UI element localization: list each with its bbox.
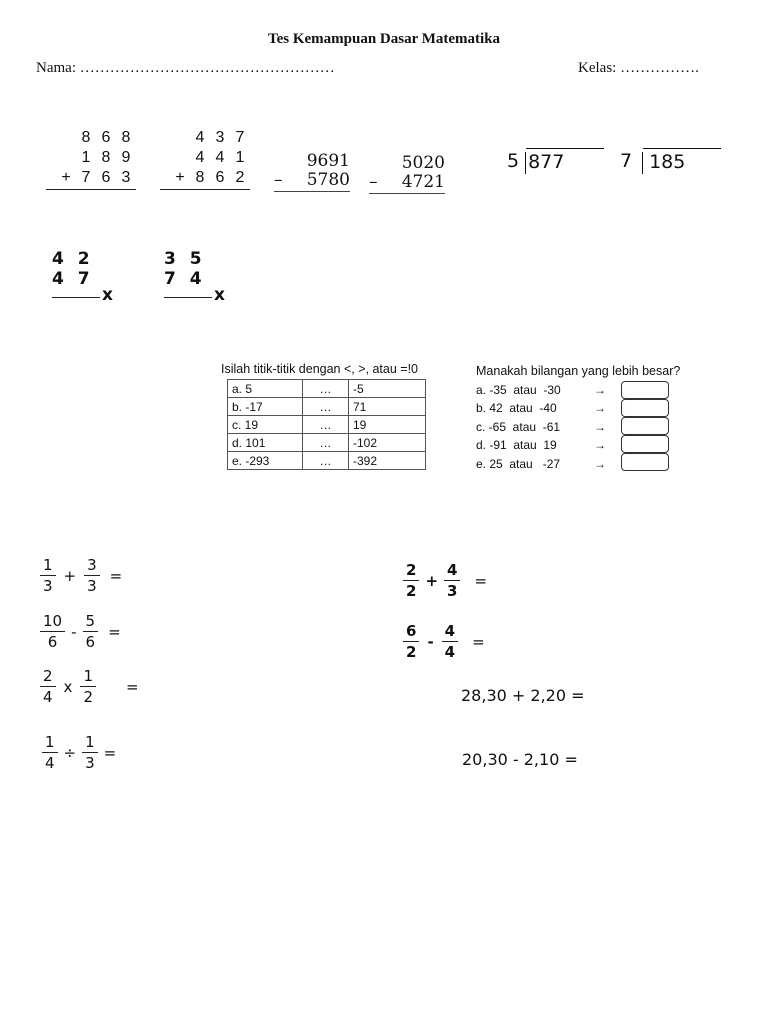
bigger-number-list <box>476 381 614 473</box>
digit: 7 <box>81 169 91 186</box>
digit: 8 <box>121 129 131 146</box>
digit: 9 <box>121 149 131 166</box>
comparison-blank[interactable]: … <box>303 434 349 452</box>
denominator: 2 <box>83 688 93 706</box>
left-value: c. 19 <box>228 416 303 434</box>
numerator: 2 <box>43 667 53 685</box>
denominator: 4 <box>444 643 456 661</box>
fraction-problem-2 <box>40 612 121 651</box>
digit: 2 <box>235 169 245 186</box>
fraction <box>40 612 65 651</box>
denominator: 6 <box>85 633 96 651</box>
minus-operator: - <box>427 632 434 651</box>
bigger-number-question: Manakah bilangan yang lebih besar? <box>476 364 681 378</box>
fraction <box>42 733 58 772</box>
answer-box[interactable] <box>621 417 669 435</box>
minuend: 5020 <box>401 153 445 173</box>
fraction-problem-5 <box>403 561 487 600</box>
arrow-right-icon: → <box>594 456 606 471</box>
right-value: 71 <box>349 398 426 416</box>
equals-sign: = <box>103 743 117 762</box>
fraction-problem-6 <box>403 622 485 661</box>
divisor: 7 <box>620 150 633 172</box>
arrow-right-icon: → <box>594 419 606 434</box>
question-label: a. -35 atau -30 <box>476 383 561 397</box>
arrow-right-icon: → <box>594 438 606 453</box>
numerator: 3 <box>87 556 97 574</box>
digit: 3 <box>215 129 225 146</box>
subtrahend: 5780 <box>306 170 350 190</box>
right-value: -102 <box>349 434 426 452</box>
digit: 1 <box>235 149 245 166</box>
difference-line <box>369 193 445 194</box>
sum-line <box>46 189 136 190</box>
left-value: a. 5 <box>228 380 303 398</box>
fraction <box>442 622 458 661</box>
fraction-bar <box>403 580 419 581</box>
long-division-problem-1 <box>507 150 604 174</box>
subtraction-problem-1 <box>274 152 350 192</box>
fraction <box>80 667 96 706</box>
addition-problem-1 <box>46 128 136 190</box>
fraction-problem-1 <box>40 556 122 595</box>
minuend: 9691 <box>306 151 350 171</box>
subtraction-problem-2 <box>369 154 445 194</box>
table-row <box>228 452 426 470</box>
fraction-bar <box>403 641 419 642</box>
fraction-bar <box>80 686 96 687</box>
list-item <box>476 399 614 417</box>
question-label: c. -65 atau -61 <box>476 419 561 434</box>
fraction-bar <box>84 575 100 576</box>
digit: 4 <box>195 129 205 146</box>
fraction <box>84 556 100 595</box>
fraction <box>403 561 419 600</box>
dividend: 185 <box>643 148 721 173</box>
minus-operator: – <box>369 172 378 192</box>
digit: 4 <box>195 149 205 166</box>
comparison-blank[interactable]: … <box>303 398 349 416</box>
digit: 8 <box>195 169 205 186</box>
equals-sign: = <box>108 622 121 641</box>
multiplier: 4 7 <box>52 269 94 289</box>
question-label: d. -91 atau 19 <box>476 438 557 453</box>
decimal-addition-problem: 28,30 + 2,20 = <box>461 686 585 705</box>
question-label: b. 42 atau -40 <box>476 401 557 416</box>
denominator: 2 <box>406 643 417 661</box>
fraction-bar <box>40 575 56 576</box>
fraction-bar <box>42 752 58 753</box>
digit: 6 <box>101 169 111 186</box>
fraction-bar <box>40 686 56 687</box>
fraction <box>83 612 99 651</box>
fraction <box>82 733 98 772</box>
division-bracket <box>519 152 526 174</box>
times-operator: x <box>214 285 225 305</box>
digit: 1 <box>81 149 91 166</box>
table-row <box>228 398 426 416</box>
plus-operator: + <box>175 169 185 186</box>
equals-sign: = <box>109 566 123 585</box>
times-operator: x <box>102 285 113 305</box>
numerator: 1 <box>83 667 93 685</box>
division-bracket <box>636 152 643 174</box>
digit: 8 <box>101 149 111 166</box>
long-division-problem-2 <box>620 150 721 174</box>
fraction <box>40 667 56 706</box>
table-row <box>228 380 426 398</box>
left-value: b. -17 <box>228 398 303 416</box>
denominator: 3 <box>447 582 458 600</box>
fraction-bar <box>82 752 98 753</box>
list-item <box>476 418 614 436</box>
table-row <box>228 416 426 434</box>
digit: 6 <box>215 169 225 186</box>
comparison-table <box>227 379 426 470</box>
subtrahend: 4721 <box>401 172 445 192</box>
fraction-problem-4 <box>42 733 116 772</box>
fraction-bar <box>444 580 460 581</box>
multiplier: 7 4 <box>164 269 206 289</box>
fraction <box>444 561 460 600</box>
denominator: 4 <box>43 688 53 706</box>
numerator: 2 <box>406 561 417 579</box>
answer-box[interactable] <box>621 435 669 453</box>
divide-operator: ÷ <box>63 743 77 762</box>
multiplicand: 3 5 <box>164 249 206 269</box>
numerator: 10 <box>43 612 63 630</box>
times-operator: x <box>63 677 73 696</box>
denominator: 3 <box>43 577 53 595</box>
denominator: 3 <box>87 577 97 595</box>
digit: 3 <box>121 169 131 186</box>
answer-box[interactable] <box>621 381 669 399</box>
numerator: 1 <box>45 733 55 751</box>
list-item <box>476 455 614 473</box>
numerator: 1 <box>85 733 95 751</box>
page-title: Tes Kemampuan Dasar Matematika <box>267 31 501 47</box>
comparison-blank[interactable]: … <box>303 452 349 470</box>
multiplication-problem-1 <box>52 249 122 309</box>
difference-line <box>274 191 350 192</box>
multiplicand: 4 2 <box>52 249 94 269</box>
answer-box[interactable] <box>621 453 669 471</box>
equals-sign: = <box>472 632 485 651</box>
denominator: 3 <box>85 754 95 772</box>
numerator: 5 <box>85 612 96 630</box>
multiplication-problem-2 <box>164 249 234 309</box>
denominator: 2 <box>406 582 417 600</box>
digit: 6 <box>101 129 111 146</box>
fraction-bar <box>40 631 65 632</box>
equals-sign: = <box>125 677 139 696</box>
minus-operator: – <box>274 170 283 190</box>
product-line <box>52 297 100 298</box>
arrow-right-icon: → <box>594 383 606 397</box>
digit: 7 <box>235 129 245 146</box>
digit: 8 <box>81 129 91 146</box>
right-value: -392 <box>349 452 426 470</box>
left-value: e. -293 <box>228 452 303 470</box>
comparison-blank[interactable]: … <box>303 380 349 398</box>
plus-operator: + <box>425 571 439 590</box>
addition-problem-2 <box>160 128 250 190</box>
plus-operator: + <box>63 566 77 585</box>
class-field[interactable]: Kelas: ……………. <box>578 60 699 76</box>
numerator: 1 <box>43 556 53 574</box>
plus-operator: + <box>61 169 71 186</box>
comparison-blank[interactable]: … <box>303 416 349 434</box>
comparison-instruction: Isilah titik-titik dengan <, >, atau =!0 <box>221 362 418 376</box>
denominator: 6 <box>47 633 58 651</box>
product-line <box>164 297 212 298</box>
divisor: 5 <box>507 150 520 172</box>
answer-boxes <box>621 381 669 471</box>
fraction-bar <box>442 641 458 642</box>
dividend: 877 <box>526 148 604 173</box>
numerator: 4 <box>444 622 456 640</box>
right-value: 19 <box>349 416 426 434</box>
name-field[interactable]: Nama: …………………………………………… <box>36 60 335 76</box>
fraction-problem-3 <box>40 667 139 706</box>
equals-sign: = <box>474 571 488 590</box>
numerator: 6 <box>406 622 417 640</box>
table-row <box>228 434 426 452</box>
digit: 4 <box>215 149 225 166</box>
minus-operator: - <box>71 622 77 641</box>
right-value: -5 <box>349 380 426 398</box>
decimal-subtraction-problem: 20,30 - 2,10 = <box>462 750 578 769</box>
arrow-right-icon: → <box>594 401 606 416</box>
question-label: e. 25 atau -27 <box>476 456 561 471</box>
answer-box[interactable] <box>621 399 669 417</box>
left-value: d. 101 <box>228 434 303 452</box>
list-item <box>476 436 614 454</box>
numerator: 4 <box>447 561 458 579</box>
fraction <box>403 622 419 661</box>
fraction <box>40 556 56 595</box>
list-item <box>476 381 614 399</box>
denominator: 4 <box>45 754 55 772</box>
fraction-bar <box>83 631 99 632</box>
sum-line <box>160 189 250 190</box>
